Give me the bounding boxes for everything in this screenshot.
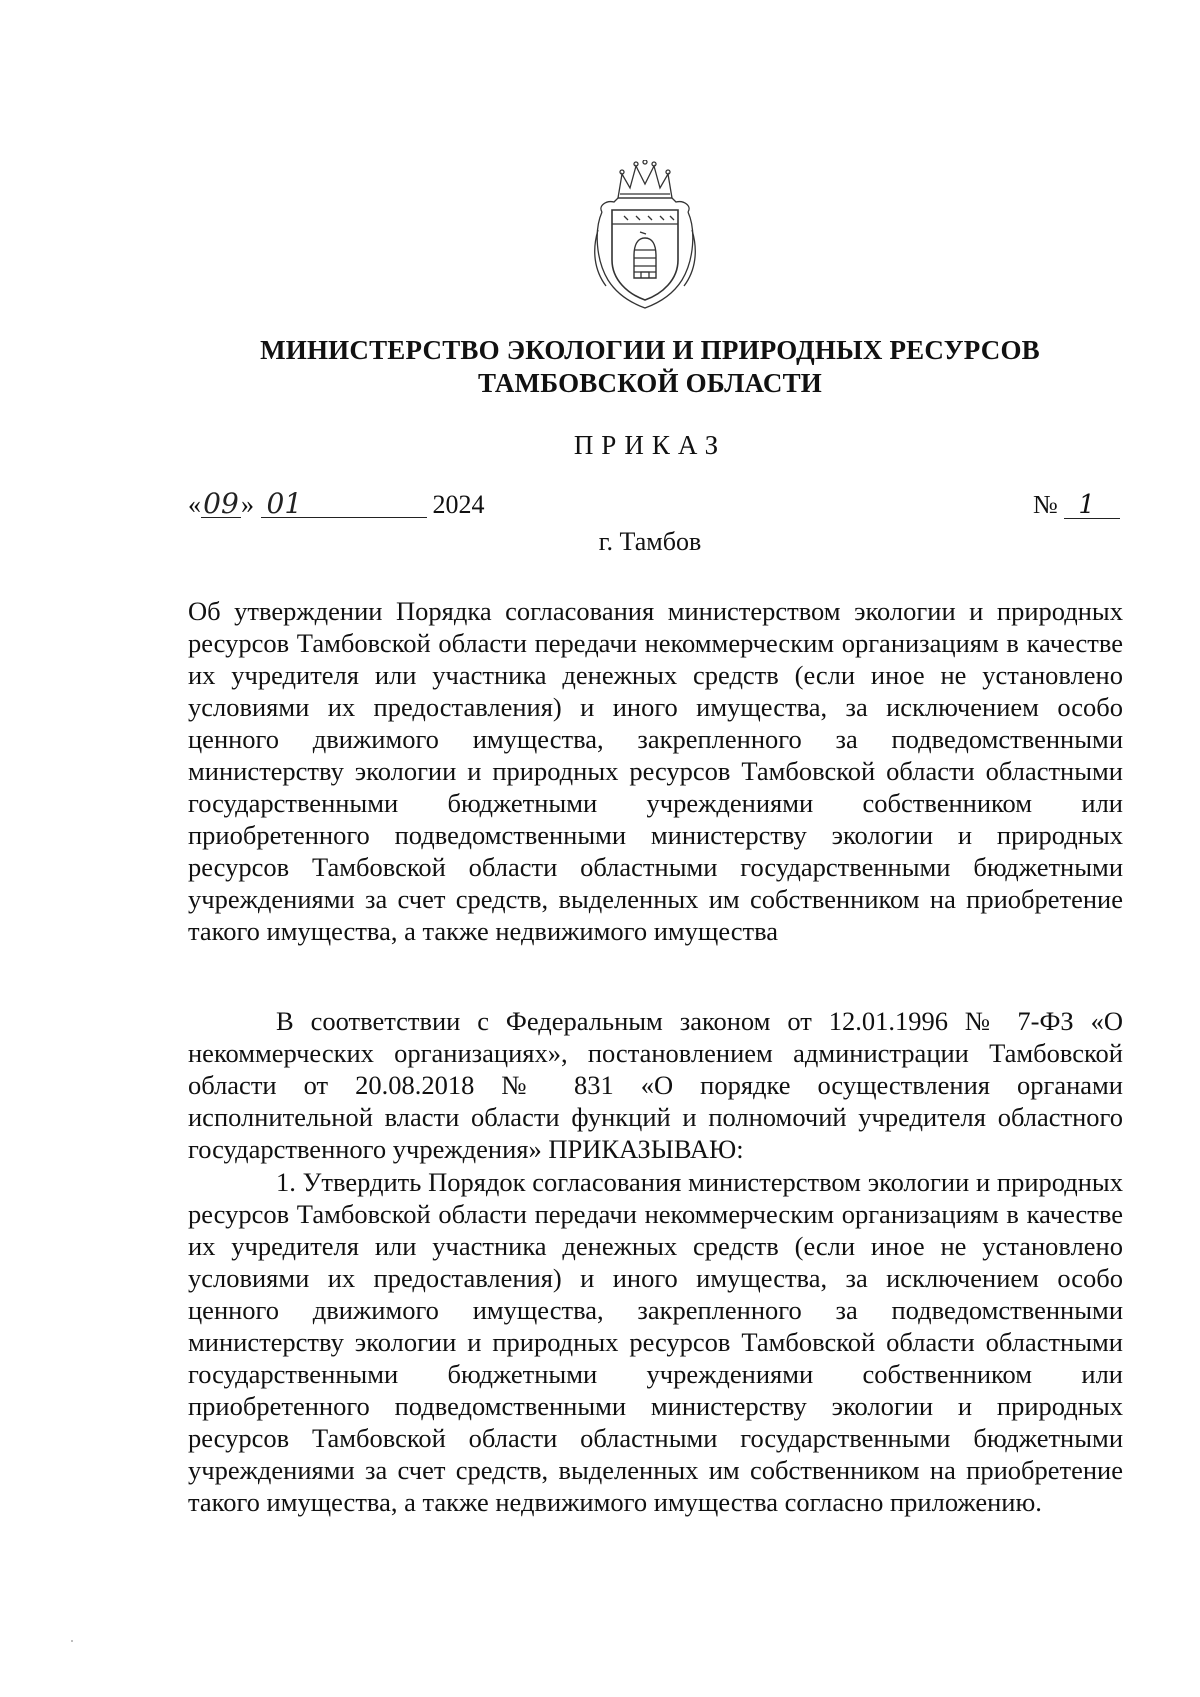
document-date <box>188 487 485 520</box>
date-day: 09 <box>201 491 241 518</box>
ministry-name-line1: МИНИСТЕРСТВО ЭКОЛОГИИ И ПРИРОДНЫХ РЕСУРСОВ <box>260 335 1040 365</box>
number-label: № <box>1033 490 1058 519</box>
date-close-quote: » <box>241 490 254 519</box>
item-1-paragraph: 1. Утвердить Порядок согласования министерством экологии и природных ресурсов Тамбовской области передачи некоммерческим организациям в качестве их учредителя или участника денежных средств (если иное не установлено условиями их предоставления) и иного имущества, за исключением особо ценного движимого имущества, закрепленного за подведомственными министерству экологии и природных ресурсов Тамбовской области областными государственными бюджетными учреждениями собственником или приобретенного подведомственными министерству экологии и природных ресурсов Тамбовской области областными государственными бюджетными учреждениями за счет средств, выделенных им собственником на приобретение такого имущества, а также недвижимого имущества согласно приложению. <box>188 1167 1123 1517</box>
scan-artifact <box>71 1640 73 1642</box>
ministry-name-line2: ТАМБОВСКОЙ ОБЛАСТИ <box>477 368 823 398</box>
tambov-coat-of-arms-icon <box>588 160 702 310</box>
date-year: 2024 <box>432 490 485 519</box>
date-open-quote: « <box>188 490 201 519</box>
city-line: г. Тамбов <box>598 527 702 556</box>
document-subject: Об утверждении Порядка согласования министерством экологии и природных ресурсов Тамбовской области передачи некоммерческим организациям в качестве их учредителя или участника денежных средств (если иное не установлено условиями их предоставления) и иного имущества, за исключением особо ценного движимого имущества, закрепленного за подведомственными министерству экологии и природных ресурсов Тамбовской области областными государственными бюджетными учреждениями собственником или приобретенного подведомственными министерству экологии и природных ресурсов Тамбовской области областными государственными бюджетными учреждениями за счет средств, выделенных им собственником на приобретение такого имущества, а также недвижимого имущества <box>188 596 1123 946</box>
document-number <box>1033 490 1120 520</box>
preamble-paragraph: В соответствии с Федеральным законом от 12.01.1996 № 7-ФЗ «О некоммерческих организациях», постановлением администрации Тамбовской области от 20.08.2018 № 831 «О порядке осуществления органами исполнительной власти области функций и полномочий учредителя областного государственного учреждения» ПРИКАЗЫВАЮ: <box>188 1006 1123 1164</box>
document-type-title: ПРИКАЗ <box>573 430 727 460</box>
date-month: 01 <box>261 491 427 518</box>
number-value: 1 <box>1064 492 1120 519</box>
